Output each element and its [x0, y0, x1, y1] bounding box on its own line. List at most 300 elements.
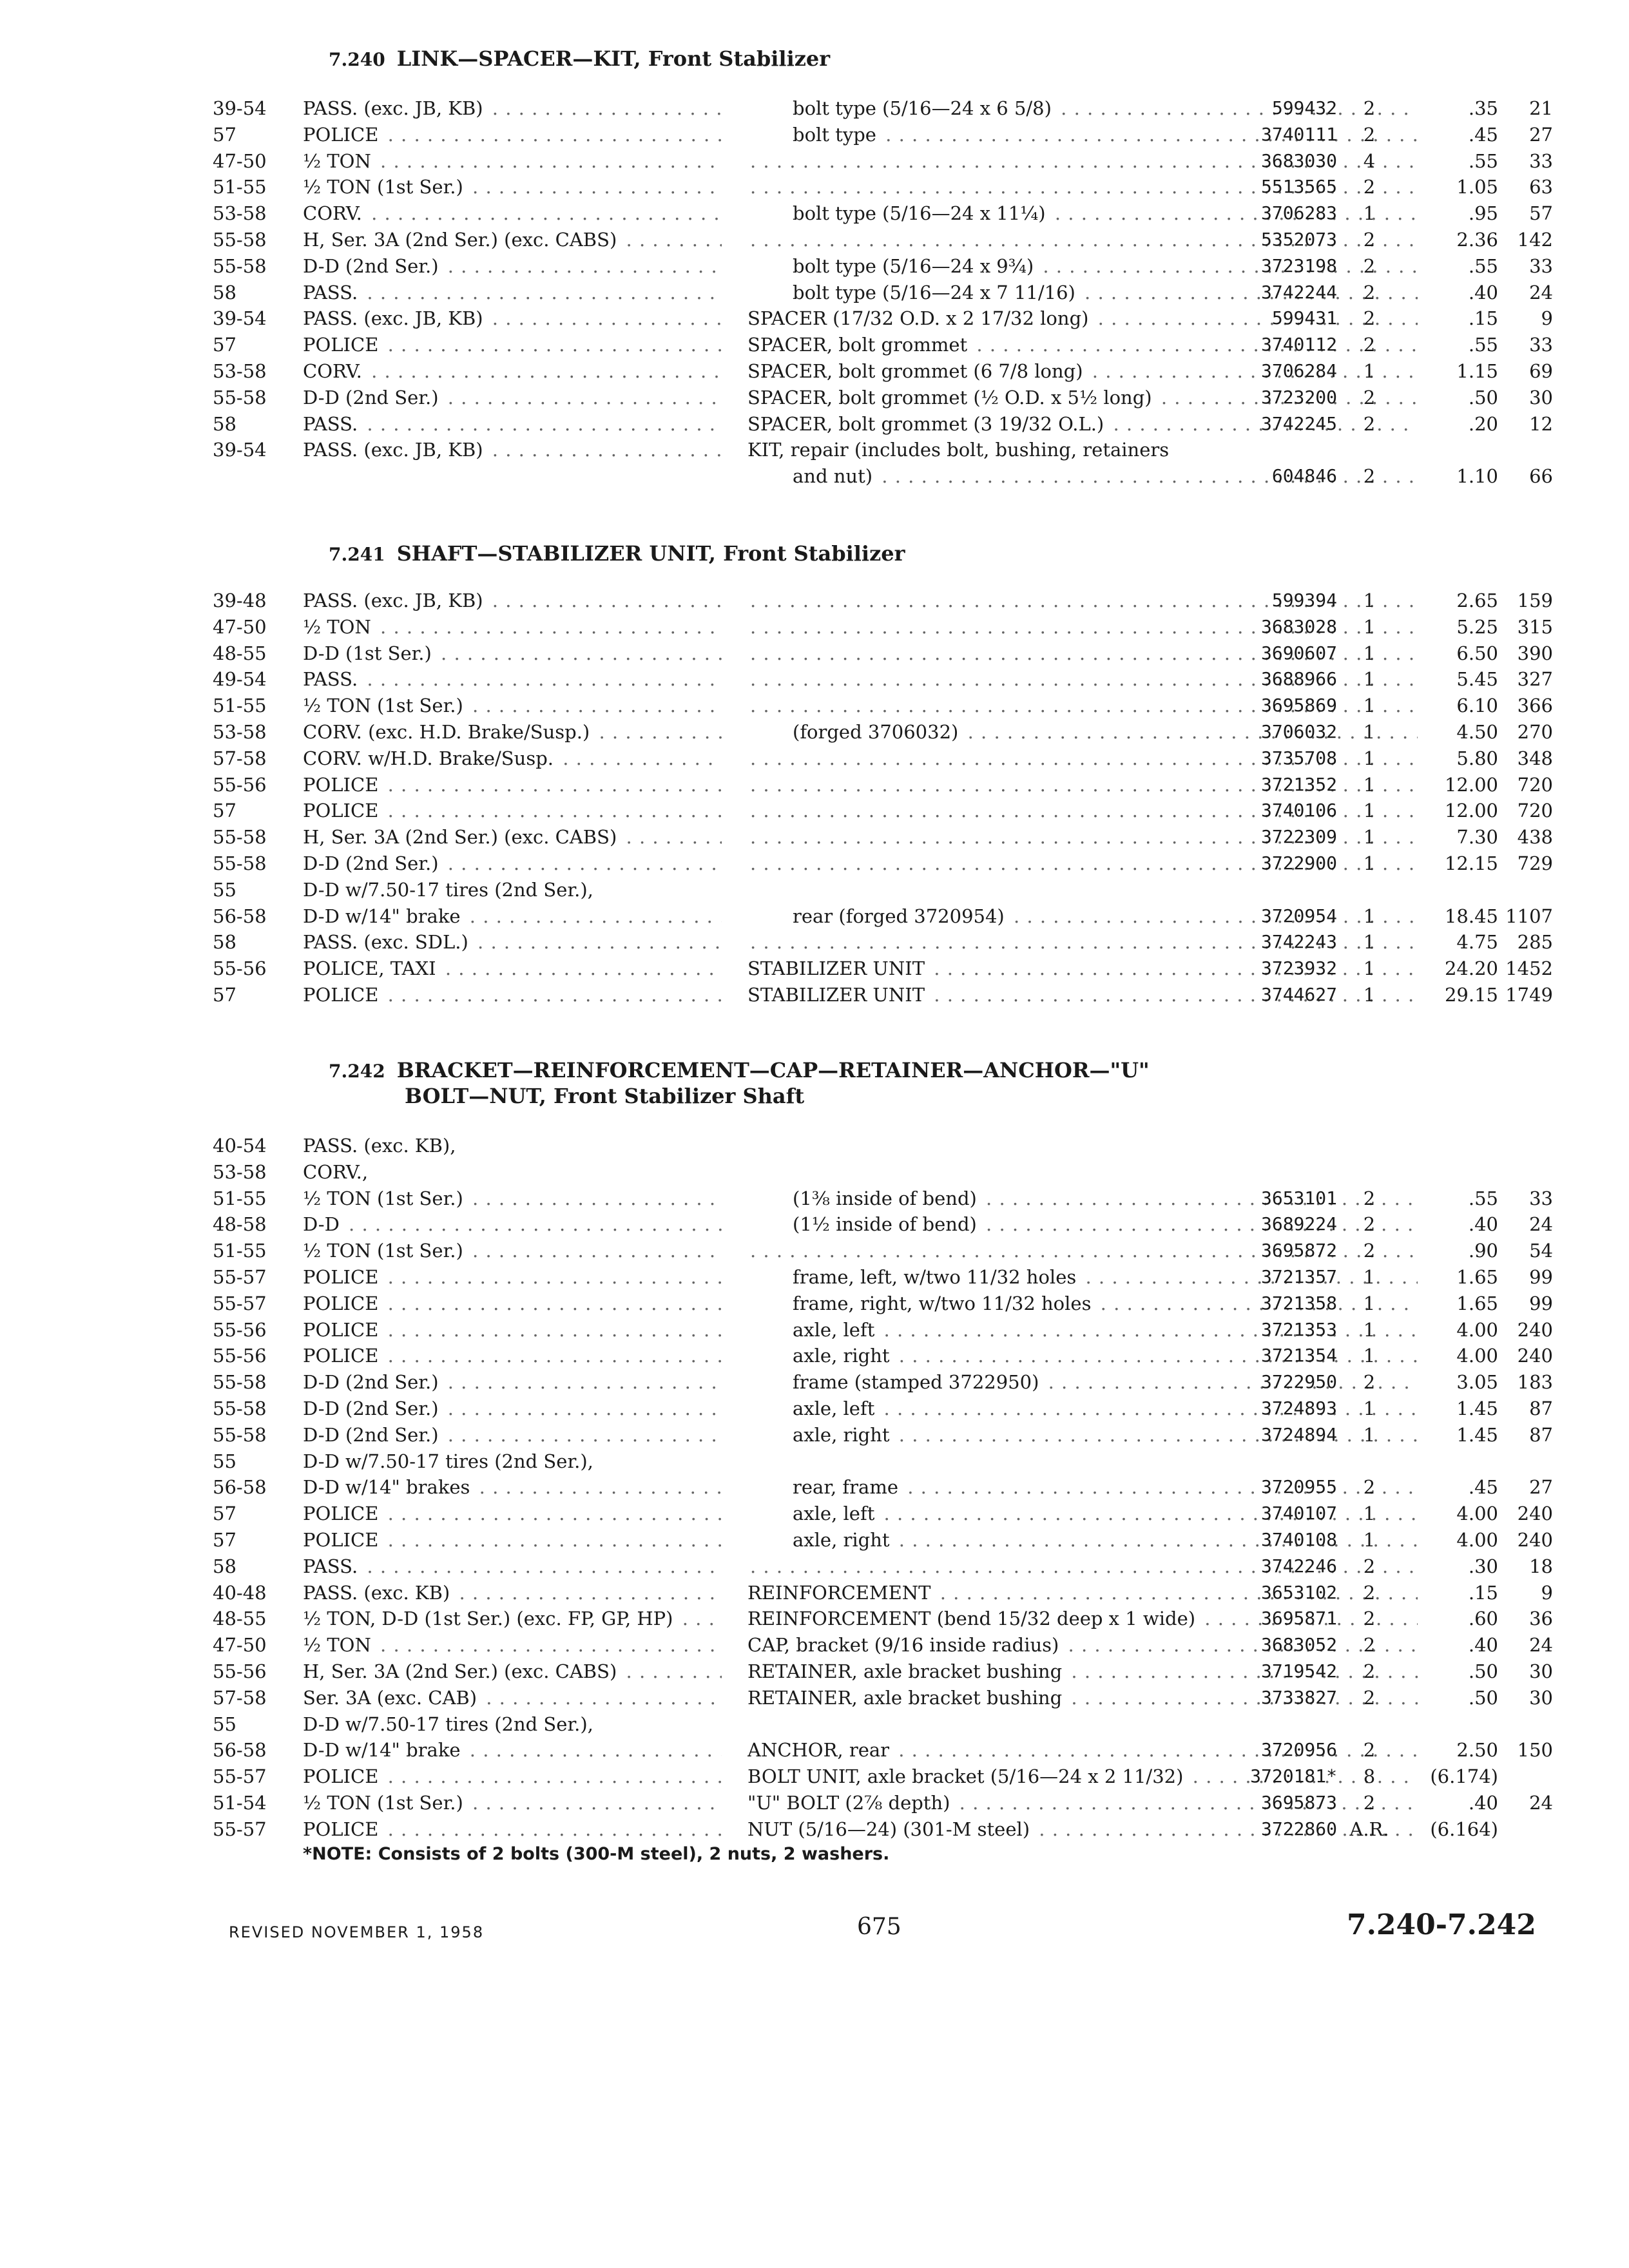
- table-row: [213, 437, 1553, 463]
- vehicle-model: PASS. . . .: [303, 666, 722, 693]
- part-description: NUT (5/16—24) (301-M steel) . . .: [747, 1816, 1418, 1843]
- quantity: 2: [1363, 1791, 1376, 1814]
- vehicle-model: D-D (2nd Ser.) . . .: [303, 253, 722, 280]
- weight-code: 33: [1529, 255, 1553, 277]
- quantity: 1: [1363, 1292, 1376, 1314]
- vehicle-model: H, Ser. 3A (2nd Ser.) (exc. CABS) . . .: [303, 1658, 722, 1685]
- model-years: 57: [213, 983, 236, 1006]
- weight-code: 24: [1529, 1791, 1553, 1814]
- vehicle-model: POLICE . . .: [303, 1763, 722, 1790]
- model-years: 55-57: [213, 1292, 267, 1314]
- section-title-text-2: BOLT—NUT, Front Stabilizer Shaft: [405, 1084, 805, 1108]
- model-years: 55-58: [213, 1397, 267, 1419]
- list-price: .45: [1468, 1476, 1498, 1499]
- table-row: [213, 1422, 1553, 1448]
- table-row: [213, 1737, 1553, 1763]
- vehicle-model: POLICE . . .: [303, 1264, 722, 1291]
- vehicle-model: POLICE . . .: [303, 122, 722, 148]
- model-years: 47-50: [213, 1634, 267, 1657]
- part-number: 3744627: [1260, 983, 1337, 1005]
- model-years: 55-58: [213, 826, 267, 849]
- vehicle-model: ½ TON (1st Ser.) . . .: [303, 1790, 722, 1816]
- quantity: 2: [1363, 1213, 1376, 1236]
- model-years: 53-58: [213, 360, 267, 382]
- weight-code: 150: [1517, 1739, 1553, 1762]
- part-number: 3722860: [1260, 1818, 1337, 1840]
- weight-code: 390: [1517, 642, 1553, 664]
- table-row: [213, 1711, 1553, 1738]
- table-row: [213, 1369, 1553, 1396]
- vehicle-model: ½ TON (1st Ser.) . . .: [303, 1186, 722, 1212]
- table-row: [213, 1133, 1553, 1159]
- section-number: 7.242: [329, 1061, 385, 1082]
- section-range: 7.240-7.242: [1347, 1908, 1536, 1941]
- part-number: 3723932: [1260, 957, 1337, 979]
- vehicle-model: D-D (1st Ser.) . . .: [303, 640, 722, 667]
- quantity: 1: [1363, 695, 1376, 717]
- parts-table: [213, 95, 1553, 490]
- part-number: 3720956: [1260, 1739, 1337, 1761]
- table-row: [213, 719, 1553, 745]
- list-price: 29.15: [1444, 983, 1498, 1006]
- table-row: [213, 956, 1553, 982]
- weight-code: 142: [1517, 228, 1553, 251]
- quantity: 1: [1363, 1397, 1376, 1419]
- vehicle-model: POLICE, TAXI . . .: [303, 956, 722, 982]
- quantity: 8: [1363, 1765, 1376, 1788]
- weight-code: 66: [1529, 465, 1553, 488]
- vehicle-model: PASS. (exc. KB) . . .: [303, 1580, 722, 1606]
- vehicle-model: ½ TON (1st Ser.) . . .: [303, 693, 722, 719]
- list-price: .40: [1468, 281, 1498, 303]
- quantity: 1: [1363, 931, 1376, 954]
- table-row: [213, 1343, 1553, 1369]
- part-number: 3689224: [1260, 1213, 1337, 1235]
- weight-code: 30: [1529, 386, 1553, 408]
- part-description: bolt type (5/16—24 x 11¼) . . .: [747, 200, 1418, 227]
- list-price: 4.50: [1456, 720, 1498, 743]
- quantity: 2: [1363, 123, 1376, 146]
- table-row: [213, 1658, 1553, 1685]
- vehicle-model: CORV. w/H.D. Brake/Susp. . . .: [303, 745, 722, 772]
- model-years: 39-48: [213, 590, 267, 611]
- vehicle-model: PASS. (exc. SDL.) . . .: [303, 929, 722, 956]
- part-description: frame (stamped 3722950) . . .: [747, 1369, 1418, 1396]
- part-description: axle, right . . .: [747, 1527, 1418, 1553]
- list-price: 12.00: [1444, 800, 1498, 822]
- part-description: SPACER, bolt grommet . . .: [747, 332, 1418, 358]
- model-years: 57: [213, 334, 236, 356]
- part-description: axle, right . . .: [747, 1422, 1418, 1448]
- vehicle-model: ½ TON (1st Ser.) . . .: [303, 174, 722, 200]
- vehicle-model: CORV.,: [303, 1159, 722, 1186]
- model-years: 57: [213, 1528, 236, 1551]
- list-price: .55: [1468, 149, 1498, 172]
- vehicle-model: D-D w/7.50-17 tires (2nd Ser.),: [303, 1448, 722, 1475]
- list-price: .95: [1468, 202, 1498, 225]
- table-row: [213, 305, 1553, 332]
- model-years: 40-54: [213, 1135, 267, 1157]
- table-row: [213, 588, 1553, 614]
- part-number: 3722309: [1260, 826, 1337, 848]
- vehicle-model: Ser. 3A (exc. CAB) . . .: [303, 1685, 722, 1711]
- table-row: [213, 1580, 1553, 1606]
- weight-code: 240: [1517, 1345, 1553, 1367]
- model-years: 53-58: [213, 202, 267, 225]
- quantity: 1: [1363, 615, 1376, 638]
- table-row: [213, 148, 1553, 175]
- footnote: *NOTE: Consists of 2 bolts (300-M steel), 2 nuts, 2 washers.: [303, 1844, 890, 1864]
- quantity: 1: [1363, 826, 1376, 849]
- model-years: 55-56: [213, 1345, 267, 1367]
- section-number: 7.240: [329, 49, 385, 70]
- vehicle-model: POLICE . . .: [303, 1291, 722, 1317]
- table-row: [213, 1501, 1553, 1527]
- part-number: 3721358: [1260, 1292, 1337, 1314]
- model-years: 55-57: [213, 1765, 267, 1788]
- weight-code: 720: [1517, 800, 1553, 822]
- revision-date: REVISED NOVEMBER 1, 1958: [229, 1923, 485, 1941]
- table-row: [213, 772, 1553, 798]
- model-years: 55-56: [213, 1660, 267, 1682]
- part-description: KIT, repair (includes bolt, bushing, retainers: [747, 437, 1418, 463]
- part-number: 3653102: [1260, 1581, 1337, 1603]
- model-years: 48-58: [213, 1213, 267, 1236]
- table-row: [213, 122, 1553, 148]
- section-title: [329, 540, 905, 568]
- table-row: [213, 824, 1553, 850]
- model-years: 39-54: [213, 439, 267, 461]
- list-price: .50: [1468, 1660, 1498, 1682]
- model-years: 55-56: [213, 957, 267, 980]
- model-years: 55: [213, 1713, 236, 1735]
- model-years: 58: [213, 412, 236, 435]
- model-years: 58: [213, 1555, 236, 1577]
- list-price: 12.00: [1444, 773, 1498, 796]
- vehicle-model: D-D (2nd Ser.) . . .: [303, 385, 722, 411]
- list-price: 18.45: [1444, 905, 1498, 927]
- weight-code: 240: [1517, 1528, 1553, 1551]
- quantity: 2: [1363, 1660, 1376, 1682]
- part-number: 3721352: [1260, 773, 1337, 795]
- weight-code: 9: [1541, 307, 1553, 330]
- vehicle-model: ½ TON . . .: [303, 148, 722, 175]
- vehicle-model: CORV. (exc. H.D. Brake/Susp.) . . .: [303, 719, 722, 745]
- table-row: [213, 411, 1553, 437]
- table-row: [213, 877, 1553, 903]
- part-description: SPACER, bolt grommet (½ O.D. x 5½ long) . . .: [747, 385, 1418, 411]
- weight-code: 99: [1529, 1265, 1553, 1288]
- weight-code: 159: [1517, 590, 1553, 611]
- part-number: 3724894: [1260, 1423, 1337, 1445]
- section-number: 7.241: [329, 544, 385, 565]
- vehicle-model: D-D w/14" brakes . . .: [303, 1474, 722, 1501]
- table-row: [213, 1632, 1553, 1658]
- part-number: 3719542: [1260, 1660, 1337, 1682]
- weight-code: 33: [1529, 1187, 1553, 1209]
- part-number: 3695873: [1260, 1791, 1337, 1813]
- table-row: [213, 358, 1553, 385]
- weight-code: 24: [1529, 1634, 1553, 1657]
- weight-code: 27: [1529, 1476, 1553, 1499]
- part-number: 5352073: [1260, 228, 1337, 250]
- vehicle-model: POLICE . . .: [303, 1816, 722, 1843]
- part-number: 3740112: [1260, 334, 1337, 356]
- part-description: RETAINER, axle bracket bushing . . .: [747, 1658, 1418, 1685]
- table-row: [213, 1291, 1553, 1317]
- part-number: 3721357: [1260, 1265, 1337, 1287]
- vehicle-model: POLICE . . .: [303, 798, 722, 824]
- quantity: 1: [1363, 983, 1376, 1006]
- model-years: 56-58: [213, 905, 267, 927]
- model-years: 53-58: [213, 720, 267, 743]
- part-number: 3683030: [1260, 149, 1337, 171]
- quantity: 2: [1363, 465, 1376, 488]
- list-price: .30: [1468, 1555, 1498, 1577]
- list-price: .60: [1468, 1608, 1498, 1630]
- weight-code: 87: [1529, 1423, 1553, 1446]
- quantity: 2: [1363, 1187, 1376, 1209]
- quantity: 4: [1363, 149, 1376, 172]
- part-description: and nut) . . .: [747, 463, 1418, 490]
- part-description: [747, 1448, 1418, 1475]
- part-number: 3706284: [1260, 360, 1337, 381]
- weight-code: 57: [1529, 202, 1553, 225]
- table-row: [213, 850, 1553, 877]
- vehicle-model: ½ TON . . .: [303, 614, 722, 640]
- model-years: 55-58: [213, 1423, 267, 1446]
- quantity: 1: [1363, 905, 1376, 927]
- list-price: 1.65: [1456, 1265, 1498, 1288]
- part-number: 3653101: [1260, 1187, 1337, 1209]
- vehicle-model: D-D (2nd Ser.) . . .: [303, 850, 722, 877]
- quantity: 1: [1363, 773, 1376, 796]
- part-description: [747, 1133, 1418, 1159]
- model-years: 55-57: [213, 1265, 267, 1288]
- list-price: (6.164): [1430, 1818, 1498, 1840]
- part-number: 3683028: [1260, 615, 1337, 637]
- table-row: [213, 1264, 1553, 1291]
- quantity: 2: [1363, 255, 1376, 277]
- table-row: [213, 1211, 1553, 1238]
- vehicle-model: ½ TON, D-D (1st Ser.) (exc. FP, GP, HP) . . .: [303, 1606, 722, 1632]
- part-number: 3742245: [1260, 412, 1337, 434]
- part-description: REINFORCEMENT . . .: [747, 1580, 1418, 1606]
- quantity: 1: [1363, 1318, 1376, 1341]
- table-row: [213, 1790, 1553, 1816]
- table-row: [213, 1474, 1553, 1501]
- model-years: 55-56: [213, 773, 267, 796]
- table-row: [213, 1159, 1553, 1186]
- part-number: 3723198: [1260, 255, 1337, 276]
- vehicle-model: POLICE . . .: [303, 772, 722, 798]
- part-number: 3740106: [1260, 800, 1337, 822]
- table-row: [213, 1606, 1553, 1632]
- model-years: 48-55: [213, 1608, 267, 1630]
- vehicle-model: POLICE . . .: [303, 1317, 722, 1343]
- part-description: (forged 3706032) . . .: [747, 719, 1418, 745]
- part-description: REINFORCEMENT (bend 15/32 deep x 1 wide) . . .: [747, 1606, 1418, 1632]
- model-years: 57: [213, 800, 236, 822]
- part-description: axle, right . . .: [747, 1343, 1418, 1369]
- part-number: 5513565: [1260, 176, 1337, 198]
- model-years: 58: [213, 281, 236, 303]
- model-years: 51-55: [213, 1240, 267, 1262]
- part-number: 3721353: [1260, 1318, 1337, 1340]
- part-number: 3735708: [1260, 747, 1337, 769]
- table-row: [213, 174, 1553, 200]
- model-years: 55-58: [213, 1371, 267, 1394]
- vehicle-model: [303, 463, 722, 490]
- vehicle-model: PASS. . . .: [303, 280, 722, 306]
- quantity: 1: [1363, 1345, 1376, 1367]
- model-years: 55-56: [213, 1318, 267, 1341]
- vehicle-model: POLICE . . .: [303, 1343, 722, 1369]
- model-years: 39-54: [213, 97, 267, 119]
- part-number: 3683052: [1260, 1634, 1337, 1656]
- part-number: 3724893: [1260, 1397, 1337, 1419]
- vehicle-model: PASS. . . .: [303, 411, 722, 437]
- weight-code: 63: [1529, 176, 1553, 198]
- model-years: 57-58: [213, 1686, 267, 1709]
- model-years: 55-58: [213, 228, 267, 251]
- vehicle-model: CORV. . . .: [303, 358, 722, 385]
- quantity: 2: [1363, 1555, 1376, 1577]
- part-description: axle, left . . .: [747, 1396, 1418, 1422]
- weight-code: 87: [1529, 1397, 1553, 1419]
- quantity: 2: [1363, 1240, 1376, 1262]
- vehicle-model: D-D w/7.50-17 tires (2nd Ser.),: [303, 1711, 722, 1738]
- table-row: [213, 463, 1553, 490]
- table-row: [213, 693, 1553, 719]
- table-row: [213, 640, 1553, 667]
- weight-code: 24: [1529, 1213, 1553, 1236]
- part-number: 3720181*: [1250, 1765, 1337, 1787]
- list-price: 4.00: [1456, 1345, 1498, 1367]
- part-number: 3688966: [1260, 668, 1337, 690]
- weight-code: 30: [1529, 1660, 1553, 1682]
- part-number: 3690607: [1260, 642, 1337, 664]
- vehicle-model: POLICE . . .: [303, 982, 722, 1008]
- list-price: 1.15: [1456, 360, 1498, 382]
- list-price: 3.05: [1456, 1371, 1498, 1394]
- weight-code: 240: [1517, 1318, 1553, 1341]
- model-years: 47-50: [213, 615, 267, 638]
- table-row: [213, 200, 1553, 227]
- vehicle-model: PASS. . . .: [303, 1553, 722, 1580]
- weight-code: 270: [1517, 720, 1553, 743]
- list-price: .20: [1468, 412, 1498, 435]
- weight-code: 1452: [1505, 957, 1553, 980]
- model-years: 55: [213, 1450, 236, 1472]
- part-number: 3742246: [1260, 1555, 1337, 1577]
- list-price: 4.75: [1456, 931, 1498, 954]
- page-number: 675: [857, 1914, 901, 1940]
- part-number: 3722950: [1260, 1371, 1337, 1393]
- weight-code: 315: [1517, 615, 1553, 638]
- vehicle-model: D-D w/14" brake . . .: [303, 1737, 722, 1763]
- vehicle-model: ½ TON (1st Ser.) . . .: [303, 1238, 722, 1264]
- part-description: bolt type . . .: [747, 122, 1418, 148]
- list-price: 1.45: [1456, 1423, 1498, 1446]
- vehicle-model: PASS. (exc. JB, KB) . . .: [303, 305, 722, 332]
- weight-code: 21: [1529, 97, 1553, 119]
- part-description: (1½ inside of bend) . . .: [747, 1211, 1418, 1238]
- table-row: [213, 1685, 1553, 1711]
- vehicle-model: D-D (2nd Ser.) . . .: [303, 1396, 722, 1422]
- section-title-text: LINK—SPACER—KIT, Front Stabilizer: [396, 46, 831, 71]
- quantity: 1: [1363, 360, 1376, 382]
- list-price: 7.30: [1456, 826, 1498, 849]
- quantity: 2: [1363, 97, 1376, 119]
- part-number: 604846: [1271, 465, 1337, 487]
- table-row: [213, 982, 1553, 1008]
- quantity: 2: [1363, 1739, 1376, 1762]
- part-number: 3695872: [1260, 1240, 1337, 1262]
- table-row: [213, 1317, 1553, 1343]
- list-price: .50: [1468, 1686, 1498, 1709]
- part-number: 599394: [1271, 590, 1337, 611]
- list-price: .90: [1468, 1240, 1498, 1262]
- weight-code: 12: [1529, 412, 1553, 435]
- part-number: 3742244: [1260, 281, 1337, 303]
- part-number: 3740108: [1260, 1528, 1337, 1550]
- model-years: 55-58: [213, 386, 267, 408]
- part-description: bolt type (5/16—24 x 6 5/8) . . .: [747, 95, 1418, 122]
- quantity: 2: [1363, 228, 1376, 251]
- section-title-text: BRACKET—REINFORCEMENT—CAP—RETAINER—ANCHOR—"U": [396, 1058, 1150, 1082]
- weight-code: 438: [1517, 826, 1553, 849]
- weight-code: 24: [1529, 281, 1553, 303]
- list-price: 5.80: [1456, 747, 1498, 769]
- weight-code: 99: [1529, 1292, 1553, 1314]
- vehicle-model: H, Ser. 3A (2nd Ser.) (exc. CABS) . . .: [303, 824, 722, 850]
- vehicle-model: CORV. . . .: [303, 200, 722, 227]
- part-number: 3706283: [1260, 202, 1337, 224]
- list-price: 4.00: [1456, 1528, 1498, 1551]
- weight-code: 9: [1541, 1581, 1553, 1604]
- list-price: 12.15: [1444, 852, 1498, 874]
- quantity: 1: [1363, 202, 1376, 225]
- list-price: 2.65: [1456, 590, 1498, 611]
- model-years: 55: [213, 878, 236, 901]
- section-title: [329, 1057, 1150, 1085]
- weight-code: 69: [1529, 360, 1553, 382]
- list-price: .55: [1468, 334, 1498, 356]
- model-years: 53-58: [213, 1160, 267, 1183]
- part-number: 3723200: [1260, 386, 1337, 408]
- table-row: [213, 798, 1553, 824]
- list-price: .40: [1468, 1213, 1498, 1236]
- quantity: 1: [1363, 642, 1376, 664]
- list-price: 1.45: [1456, 1397, 1498, 1419]
- table-row: [213, 745, 1553, 772]
- quantity: A.R.: [1349, 1818, 1389, 1840]
- table-row: [213, 1816, 1553, 1843]
- list-price: 6.50: [1456, 642, 1498, 664]
- vehicle-model: PASS. (exc. JB, KB) . . .: [303, 95, 722, 122]
- weight-code: 327: [1517, 668, 1553, 691]
- list-price: .15: [1468, 1581, 1498, 1604]
- table-row: [213, 1448, 1553, 1475]
- model-years: 51-54: [213, 1791, 267, 1814]
- list-price: 4.00: [1456, 1503, 1498, 1525]
- list-price: 5.25: [1456, 615, 1498, 638]
- quantity: 2: [1363, 1476, 1376, 1499]
- quantity: 2: [1363, 412, 1376, 435]
- weight-code: 30: [1529, 1686, 1553, 1709]
- vehicle-model: POLICE . . .: [303, 1501, 722, 1527]
